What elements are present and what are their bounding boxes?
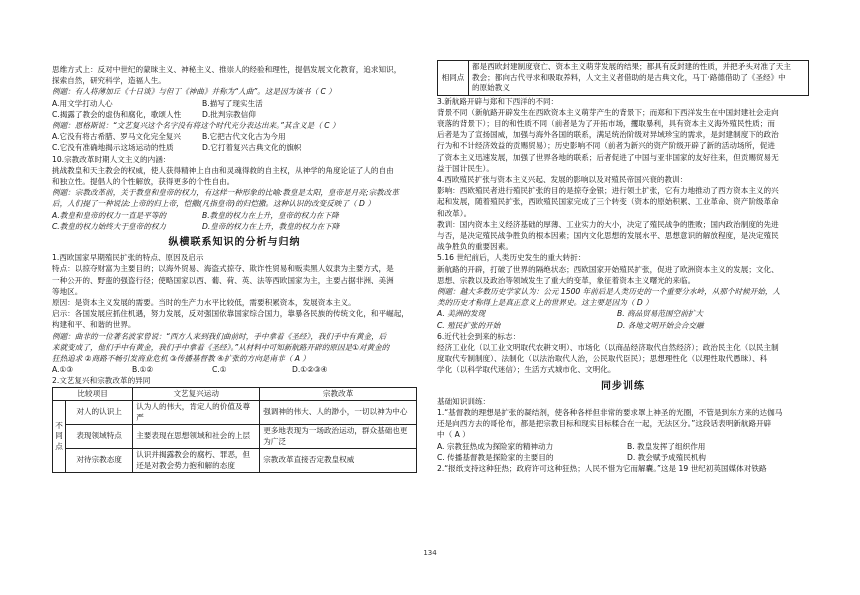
sec4-line-3: 和改革）。 bbox=[437, 208, 472, 218]
comparison-table bbox=[52, 387, 417, 474]
similarity-line-3: 的原始教义 bbox=[472, 83, 510, 92]
similarity-content bbox=[469, 61, 809, 96]
q3-stem-1: 例题：宗教改革前，关于教皇和皇帝的权力，有这样一种形象的比喻:教皇是太阳，皇帝是月亮;宗教改革 bbox=[52, 188, 399, 198]
sec4-line-2: 起和发展，随着殖民扩张，西欧殖民国家完成了三个转变（资本的原始积累、工业革命、资产阶级革命 bbox=[437, 197, 779, 207]
q2-option-d: D.它打着复兴古典文化的旗帜 bbox=[202, 143, 302, 153]
sec10-line-1: 挑战教皇和天主教会的权威，使人获得精神上自由和灵魂得救的自主权，从神学的角度论证了人的自由 bbox=[52, 165, 394, 175]
q4-option-a: A.①③ bbox=[52, 365, 74, 375]
q1-option-d: D.批判宗教信仰 bbox=[202, 109, 256, 119]
table-row-renaissance: 认识并揭露教会的腐朽、罪恶，但还是对教会势力抱和解的态度 bbox=[133, 449, 260, 473]
t1-stem-3: 中（ A ） bbox=[437, 430, 470, 440]
sec3-line-5: 了资本主义迅速发展，加强了世界各地的联系；后者促进了中国与亚非国家的友好往来，但贡赐贸易无 bbox=[437, 152, 779, 162]
t2-line: 2.“报纸支持这种狂热；政府许可这种狂热；人民不惜为它而解囊。”这是 19 世纪初英国媒体对铁路 bbox=[437, 464, 767, 473]
intro-line-1: 思维方式上：反对中世纪的蒙昧主义、神秘主义、推崇人的经验和理性，提倡发展文化教育，追求知识， bbox=[52, 65, 402, 74]
sec10-line-2: 和独立性。提倡人的个性解放，获得更多的个性自由。 bbox=[52, 177, 235, 187]
sec5-line-1: 新航路的开辟，打破了世界的隔绝状态；西欧国家开始殖民扩张，促进了欧洲资本主义的发展；文化、 bbox=[437, 264, 779, 274]
similarity-row bbox=[438, 61, 809, 96]
sec6-line-1: 经济工业化（以工业文明取代农耕文明）、市场化（以商品经济取代自然经济）；政治民主化（以民主制 bbox=[437, 342, 779, 352]
table-row-item: 表现领域特点 bbox=[66, 425, 133, 449]
sec6-title: 6.近代社会到来的标志： bbox=[437, 331, 521, 341]
table-row-renaissance: 认为人的伟大，肯定人的价值及尊严 bbox=[133, 401, 260, 425]
q3-option-a: A.教皇和皇帝的权力一直是平等的 bbox=[52, 210, 167, 220]
sec4-line-6: 战争胜负的重要因素。 bbox=[437, 242, 513, 252]
sec3-line-3: 后者是为了宣扬国威，加强与海外各国的联系，满足统治阶级对异域珍宝的需求，是封建制度下的政治 bbox=[437, 130, 779, 140]
q2-option-b: B.它把古代文化古为今用 bbox=[202, 132, 286, 142]
q4-options-row bbox=[52, 364, 417, 375]
sub1-line-4: 原因：是资本主义发展的需要。当时的生产力水平比较低，需要积累资本，发展资本主义。 bbox=[52, 298, 356, 308]
sub1-line-2: 一种公开的、野蛮的强盗行径；使略国家以西、葡、荷、英、法等西欧国家为主，主要占据非洲、美洲 bbox=[52, 275, 394, 285]
q5-option-c: C. 殖民扩张的开始 bbox=[437, 320, 501, 330]
table-header-reformation: 宗教改革 bbox=[260, 387, 417, 401]
table-row-item: 对人的认识上 bbox=[66, 401, 133, 425]
q5-stem-2: 类的历史才称得上是真正意义上的世界史。这主要是因为（ D ） bbox=[437, 298, 653, 308]
q4-stem-2: 来就变成了，他们手中有黄金，我们手中拿着《圣经》。”从材料中可知新航路开辟的原因是①对黄金的 bbox=[52, 342, 390, 352]
sub1-line-3: 等地区。 bbox=[52, 286, 83, 296]
q5-option-d: D. 各地文明开始会合交融 bbox=[617, 320, 704, 330]
q4-option-c: C.① bbox=[212, 365, 227, 375]
sec3-line-6: 益于国计民生）。 bbox=[437, 163, 494, 173]
q4-option-b: B.①② bbox=[132, 365, 154, 375]
intro-line-2: 探索自然，研究科学，造福人生。 bbox=[52, 76, 166, 86]
table-row-item: 对待宗教态度 bbox=[66, 449, 133, 473]
q4-stem-1: 例题：曲非的一位著名波家曾说：“西方人来到我们曲前时，手中拿着《圣经》，我们手中有黄金，后 bbox=[52, 331, 387, 341]
sec3-line-4: 行为和不计经济效益的贡赐贸易）；历史影响不同（前者为新兴的资产阶级开辟了新的活动场所，促进 bbox=[437, 141, 775, 151]
q5-option-a: A. 美洲的发现 bbox=[437, 309, 486, 319]
q1-option-b: B.描写了现实生活 bbox=[202, 98, 263, 108]
q5-stem-1: 例题：越大多数历史学家认为：公元 1500 年前后是人类历史的一个重要分水岭，从那个时候开始，人 bbox=[437, 286, 781, 296]
basic-title: 基础知识训练： bbox=[437, 396, 491, 406]
q2-options-row1 bbox=[52, 131, 417, 142]
q3-options-row2 bbox=[52, 221, 417, 232]
sub2-title: 2.文艺复兴和宗教改革的异同 bbox=[52, 376, 151, 386]
q3-option-c: C.教皇的权力始终大于皇帝的权力 bbox=[52, 221, 167, 231]
q3-options-row1 bbox=[52, 210, 417, 221]
sec4-line-5: 与否，是决定殖民战争胜负的根本因素；国内文化思想的发展水平、思想意识的解放程度，是决定殖民 bbox=[437, 230, 779, 240]
q2-options-row2 bbox=[52, 142, 417, 153]
t1-options-row2 bbox=[437, 452, 809, 463]
table-row bbox=[53, 401, 417, 425]
table-row-reformation: 宗教改革直接否定教皇权威 bbox=[260, 449, 417, 473]
q1-options-row2 bbox=[52, 109, 417, 120]
page-number: 134 bbox=[423, 549, 437, 557]
sub1-line-6: 构建和平、和谐的世界。 bbox=[52, 320, 136, 330]
q1-options-row1 bbox=[52, 98, 417, 109]
t1-option-a: A. 宗教狂热成为探险家的精神动力 bbox=[437, 441, 554, 451]
table-row bbox=[53, 425, 417, 449]
similarity-label: 相同点 bbox=[438, 61, 469, 96]
sec5-title: 5.16 世纪前后，人类历史发生的重大转折： bbox=[437, 253, 586, 263]
table-header-row bbox=[53, 387, 417, 401]
table-row bbox=[53, 449, 417, 473]
q3-option-d: D.皇帝的权力在上升，教皇的权力在下降 bbox=[202, 221, 340, 231]
sec6-line-2: 度取代专制制度）、法制化（以法治取代人治，公民取代臣民）；思想理性化（以理性取代愚昧）、科 bbox=[437, 354, 768, 364]
section-heading: 纵横联系知识的分析与归纳 bbox=[168, 237, 301, 249]
q3-option-b: B.教皇的权力在上升，皇帝的权力在下降 bbox=[202, 210, 339, 220]
t1-stem-2: 还是向西方去的哥伦布，都是把宗教目标和现实目标糅合在一起，无法区分。”这段话表明新航路开辟 bbox=[437, 419, 772, 429]
sub1-line-5: 启示：各国发展应抓住机遇，努力发展，反对强国依靠国家综合国力，靠暴各民族的传统文化，和平崛起， bbox=[52, 309, 409, 319]
t1-stem-1: 1.“基督教的理想是扩张的凝结剂，使各种各样但非常的要求罩上神圣的光圈，不管是到东方来的达伽马 bbox=[437, 407, 783, 417]
q5-option-b: B. 商品贸易范围空前扩大 bbox=[617, 309, 703, 319]
sec10-title: 10.宗教改革时期人文主义的内涵： bbox=[52, 154, 171, 164]
right-column bbox=[437, 60, 809, 474]
table-group-label: 不同点 bbox=[53, 401, 66, 473]
sub1-line-1: 特点：以掠夺财富为主要目的；以海外贸易、海盗式掠夺、欺诈性贸易和贩卖黑人奴隶为主要方式，是 bbox=[52, 264, 394, 274]
sec3-line-1: 背景不同（新航路开辟发生在西欧资本主义萌芽产生的背景下；而郑和下西洋发生在中国封建社会走向 bbox=[437, 107, 779, 117]
t1-option-c: C. 传播基督教是探险家的主要目的 bbox=[437, 452, 554, 462]
similarity-line-2: 教会；都向古代寻求和吸取养料，人文主义者借助的是古典文化，马丁·路德借助了《圣经》中 bbox=[472, 72, 786, 82]
sec3-line-2: 衰落的背景下）；目的和性质不同（前者是为了开拓市场，攫取暴利，具有资本主义海外殖民性质；而 bbox=[437, 118, 775, 128]
q1-option-c: C.揭露了教会的虚伪和腐化，歌颂人性 bbox=[52, 109, 182, 119]
sec6-line-3: 学化（以科学取代迷信）；生活方式城市化、文明化。 bbox=[437, 365, 616, 375]
similarity-line-1: 都是西欧封建制度衰亡、资本主义萌芽发展的结果；都具有反封建的性质，并把矛头对准了天主 bbox=[472, 62, 791, 71]
q2-option-c: C.它没有准确地揭示这场运动的性质 bbox=[52, 143, 174, 153]
table-row-renaissance: 主要表现在思想领域和社会的上层 bbox=[133, 425, 260, 449]
q1-stem: 例题：有人将薄加丘《十日谈》与但丁《神曲》并称为“人曲”。这是因为该书（ C ） bbox=[52, 87, 336, 97]
sec3-title: 3.新航路开辟与郑和下西洋的不同： bbox=[437, 96, 559, 106]
t1-option-b: B. 教皇发挥了组织作用 bbox=[627, 441, 706, 451]
t1-options-row1 bbox=[437, 441, 809, 452]
q4-option-d: D.①②③④ bbox=[292, 365, 328, 375]
t1-option-d: D. 教会赋予成殖民机构 bbox=[627, 452, 707, 462]
left-column bbox=[52, 64, 417, 473]
table-row-reformation: 更多地表现为一场政治运动，群众基础也更为广泛 bbox=[260, 425, 417, 449]
sec4-line-4: 教训：国内资本主义经济基础的厚薄、工业实力的大小，决定了殖民战争的胜败；国内政治制度的先进 bbox=[437, 219, 779, 229]
training-heading: 同步训练 bbox=[601, 380, 645, 392]
q5-options-row1 bbox=[437, 308, 809, 319]
q1-option-a: A.用文学打动人心 bbox=[52, 98, 113, 108]
q5-options-row2 bbox=[437, 320, 809, 331]
sub1-title: 1.西欧国家早期殖民扩张的特点、原因及启示 bbox=[52, 253, 204, 263]
table-header-renaissance: 文艺复兴运动 bbox=[133, 387, 260, 401]
q2-stem: 例题：恩格斯说：“文艺复兴这个名字没有将这个时代充分表达出来。”其含义是（ C ） bbox=[52, 121, 340, 131]
similarity-table bbox=[437, 60, 809, 96]
sec5-line-2: 思想、宗教以及政治等领域发生了重大的变革，象征着资本主义曙光的来临。 bbox=[437, 275, 696, 285]
sec4-line-1: 影响：西欧殖民者进行殖民扩张的目的是掠夺金银；进行领土扩张，它有力地推动了西方资本主义的兴 bbox=[437, 186, 779, 196]
sec4-title: 4.西欧殖民扩张与资本主义兴起、发展的影响以及对殖民帝国兴衰的教训： bbox=[437, 174, 688, 184]
q3-stem-2: 后，人们提了一种说法:上帝的归上帝，恺撒(凡指皇帝)的归恺撒。这种认识的改变反映了（ D ） bbox=[52, 199, 375, 209]
table-row-reformation: 强调神的伟大、人的渺小，一切以神为中心 bbox=[260, 401, 417, 425]
table-header-item: 比较项目 bbox=[53, 387, 133, 401]
q4-stem-3: 狂热追求 ②商路不畅引发商业危机 ③传播基督教 ④扩张的方向是南非（ A ） bbox=[52, 354, 310, 364]
q2-option-a: A.它没有将古希腊、罗马文化完全复兴 bbox=[52, 132, 181, 142]
